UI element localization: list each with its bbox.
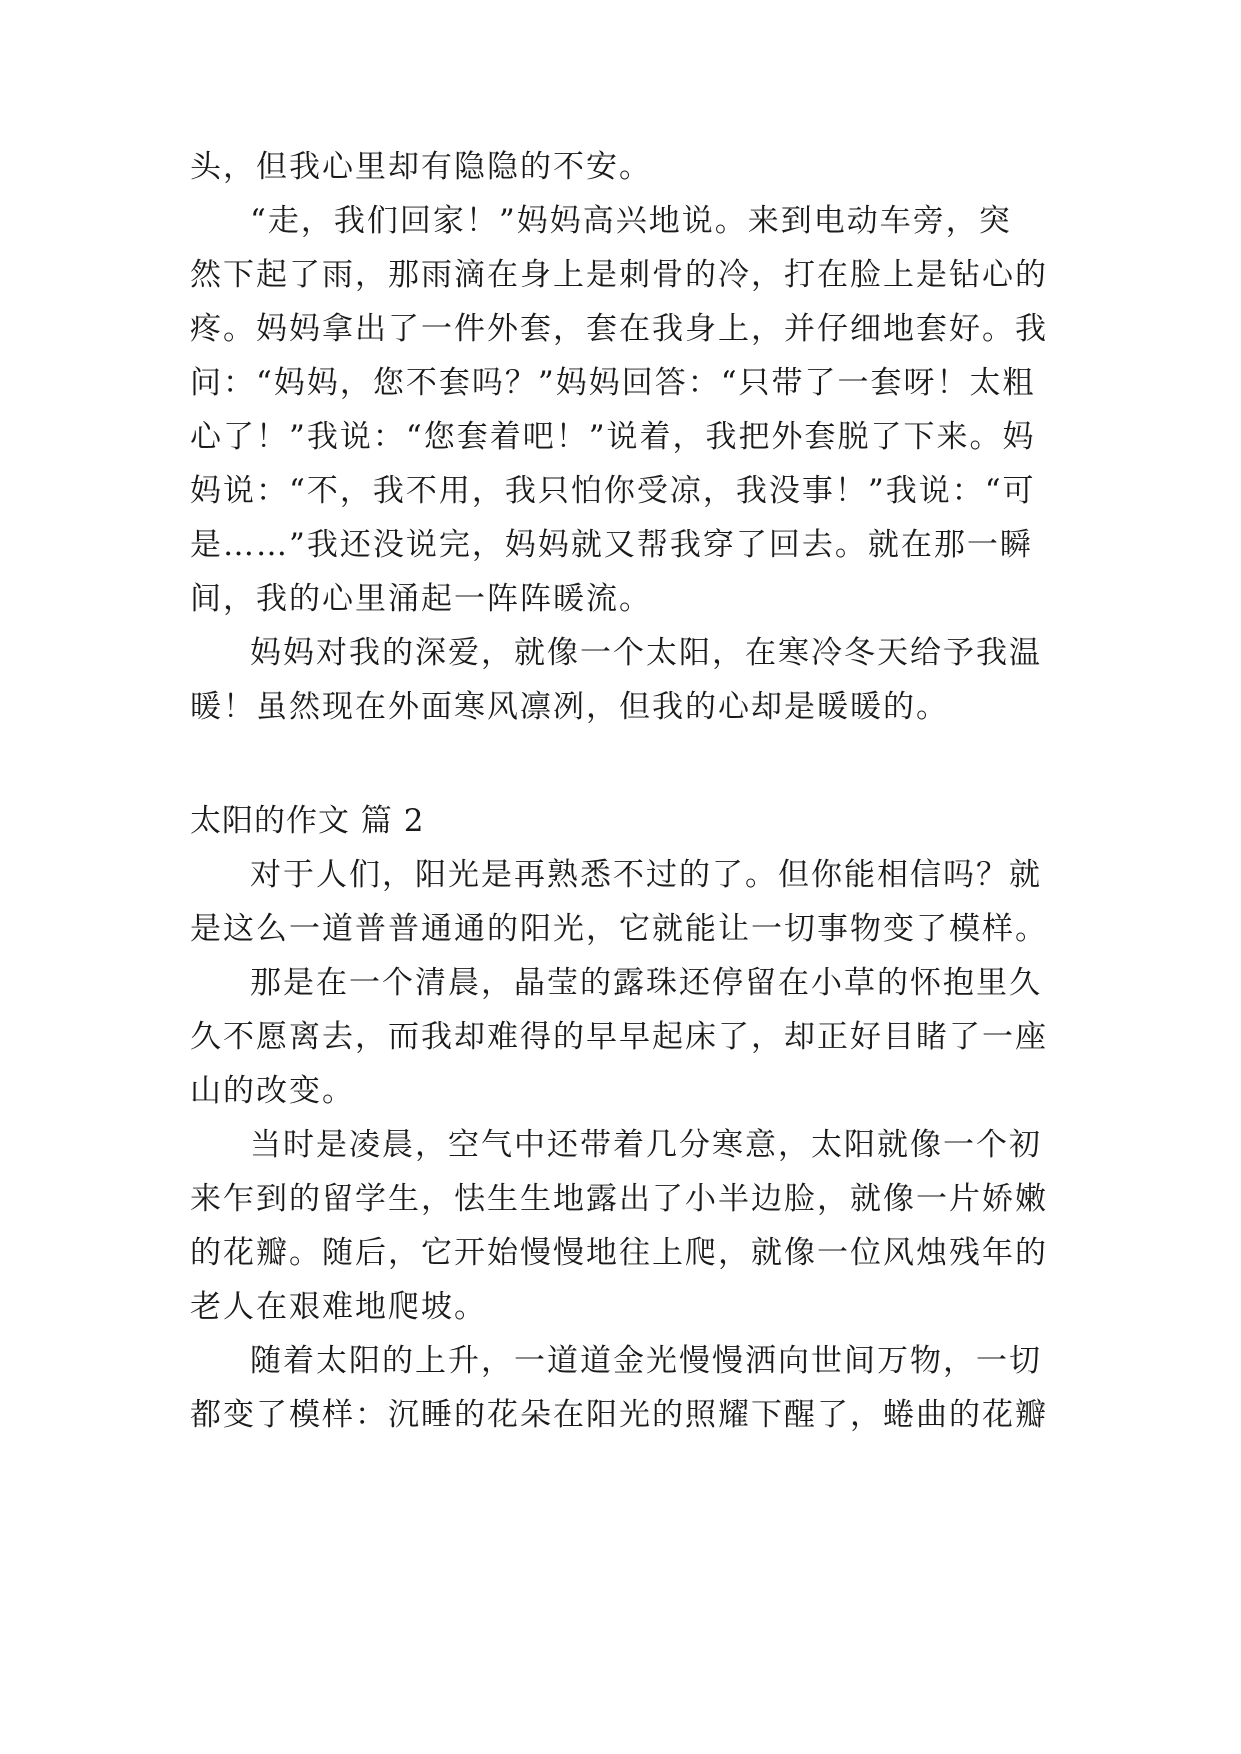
paragraph-line: 头，但我心里却有隐隐的不安。 bbox=[190, 149, 652, 185]
paragraph-line: 妈说：“不，我不用，我只怕你受凉，我没事！”我说：“可 bbox=[190, 473, 1036, 509]
paragraph-line: 问：“妈妈，您不套吗？”妈妈回答：“只带了一套呀！太粗 bbox=[190, 365, 1036, 401]
paragraph-line: “走，我们回家！”妈妈高兴地说。来到电动车旁，突 bbox=[250, 203, 1012, 239]
paragraph-line: 是……”我还没说完，妈妈就又帮我穿了回去。就在那一瞬 bbox=[190, 527, 1033, 563]
paragraph-line: 间，我的心里涌起一阵阵暖流。 bbox=[190, 581, 652, 617]
paragraph-line: 那是在一个清晨，晶莹的露珠还停留在小草的怀抱里久 bbox=[250, 965, 1042, 1001]
paragraph-line: 山的改变。 bbox=[190, 1073, 355, 1109]
paragraph-line: 老人在艰难地爬坡。 bbox=[190, 1289, 487, 1325]
paragraph-line: 随着太阳的上升，一道道金光慢慢洒向世间万物，一切 bbox=[250, 1343, 1042, 1379]
paragraph-line: 暖！虽然现在外面寒风凛冽，但我的心却是暖暖的。 bbox=[190, 689, 949, 725]
paragraph-line: 对于人们，阳光是再熟悉不过的了。但你能相信吗？就 bbox=[250, 857, 1042, 893]
section-title: 太阳的作文 篇 2 bbox=[190, 803, 425, 839]
paragraph-line: 妈妈对我的深爱，就像一个太阳，在寒冷冬天给予我温 bbox=[250, 635, 1042, 671]
paragraph-line: 是这么一道普普通通的阳光，它就能让一切事物变了模样。 bbox=[190, 911, 1048, 947]
paragraph-line: 来乍到的留学生，怯生生地露出了小半边脸，就像一片娇嫩 bbox=[190, 1181, 1048, 1217]
paragraph-line: 都变了模样：沉睡的花朵在阳光的照耀下醒了，蜷曲的花瓣 bbox=[190, 1397, 1048, 1433]
paragraph-line: 久不愿离去，而我却难得的早早起床了，却正好目睹了一座 bbox=[190, 1019, 1048, 1055]
paragraph-line: 疼。妈妈拿出了一件外套，套在我身上，并仔细地套好。我 bbox=[190, 311, 1048, 347]
paragraph-line: 然下起了雨，那雨滴在身上是刺骨的冷，打在脸上是钻心的 bbox=[190, 257, 1048, 293]
paragraph-line: 当时是凌晨，空气中还带着几分寒意，太阳就像一个初 bbox=[250, 1127, 1042, 1163]
paragraph-line: 心了！”我说：“您套着吧！”说着，我把外套脱了下来。妈 bbox=[190, 419, 1036, 455]
paragraph-line: 的花瓣。随后，它开始慢慢地往上爬，就像一位风烛残年的 bbox=[190, 1235, 1048, 1271]
